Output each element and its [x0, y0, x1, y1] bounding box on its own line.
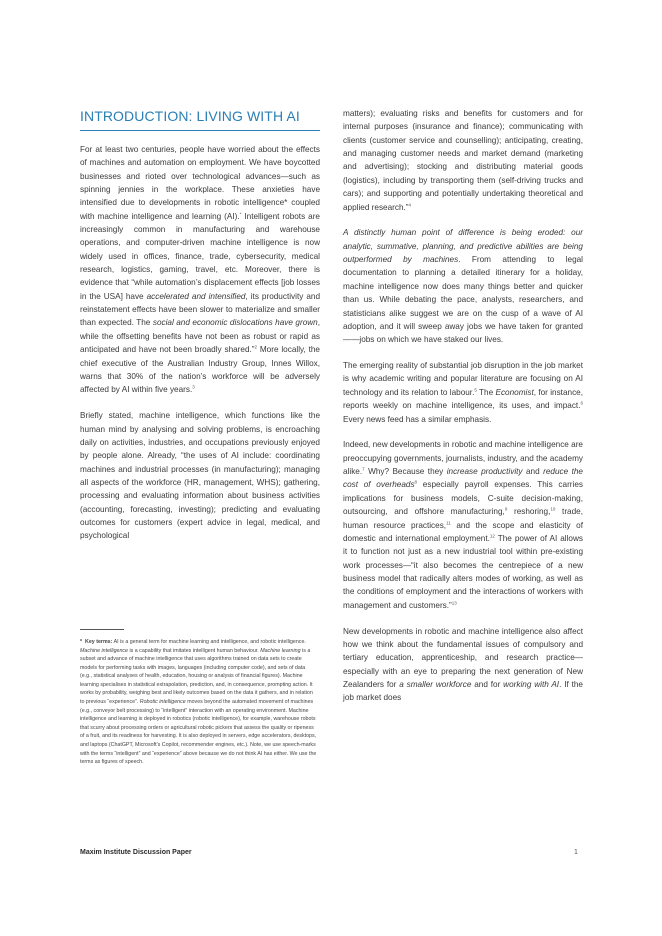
paragraph-2-continued: matters); evaluating risks and benefits for customers and for internal purposes (insurance and finance); communicating with clients (customer service and counselling); anticipating, creating, and managing customer needs and market demand (marketing and advertising); stocking and distributing material goods (logistics), including by transporting them (self-driving trucks and cars); and supporting and potentially undertaking theoretical and applied research.”$^4$ — [343, 109, 583, 212]
footnote: * Key terms: AI is a general term for machine learning and intelligence, and robotic intelligence. Machine intelligence is a capability that imitates intelligent human behaviour. Machine learning is a subset and advance of machine intelligence that uses algorithms trained on data sets to create models for performing tasks with images, languages (including computer code), and sets of data (e.g., statistical analyses of health, education, housing or analysis of financial figures). Machine learning specialises in statistical extrapolation, prediction, and, in consequence, prompting action. It works by probability, weighing best and likely outcomes based on the data it gathers, and in relation to previous “experience”. Robotic intelligence moves beyond the automated movement of machines (e.g., conveyor belt processing) to “intelligent” interaction with an operating environment. Machine intelligence and learning is deployed in robotics (robotic intelligence), for example, warehouse robots that scurry about processing orders or agricultural robotic pickers that assess the quality or ripeness of a fruit, and its readiness for harvesting. It is also deployed in servers, edge accelerators, desktops, and laptops (ChatGPT, Microsoft’s Copilot, recommender engines, etc.). Note, we use speech-marks with the terms “intelligent” and “experience” above because we do not think AI has either. We use the terms as figures of speech. — [80, 639, 317, 766]
section-heading: INTRODUCTION: LIVING WITH AI — [80, 105, 320, 131]
paragraph-6: New developments in robotic and machine intelligence also affect how we think about the fundamental issues of compulsory and tertiary education, apprenticeship, and research practice—especially with an eye to preparing the next generation of New Zealanders for a smaller workforce and for working with AI. If the job market does — [343, 626, 583, 703]
right-column — [343, 107, 583, 717]
paragraph-3: A distinctly human point of difference is being eroded: our analytic, summative, planning, and predictive abilities are being outperformed by machines. From attending to legal documentation to planning a detailed itinerary for a holiday, machine intelligence now does many things better and quicker than us. While debating the pace, analysts, researchers, and statisticians alike suggest we are on the cusp of a wave of AI adoption, and it will sweep away jobs we have taken for granted——jobs on which we have staked our lives. — [343, 228, 584, 345]
paragraph-2: Briefly stated, machine intelligence, which functions like the human mind by analysing and solving problems, is encroaching daily on activities, industries, and occupations previously enjoyed by people alone. Already, “the uses of AI include: coordinating machines and industrial processes (in manufacturing); managing all aspects of the workforce (HR, management, WHS); gathering, processing and evaluating information about business activities (accounting, forecasting, investing); predicting and evaluating outcomes for customers (expert advice in legal, medical, and psychological — [80, 411, 320, 541]
paragraph-5: Indeed, new developments in robotic and machine intelligence are preoccupying governments, journalists, industry, and the academy alike.$^7$ Why? Because they increase productivity and reduce the cost of overheads$^8$ especially payroll expenses. This carries implications for business models, C-suite decision-making, outsourcing, and offshore manufacturing,$^9$ reshoring,$^{10}$ trade, human resource practices,$^{11}$ and the scope and elasticity of domestic and international employment.$^{12}$ The power of AI allows it to function not just as a new industrial tool within pre-existing work processes—“it also becomes the centrepiece of a new business model that radically alters modes of working, as well as the conditions of employment and the interactions of workers with management and customers.”$^{13}$ — [343, 440, 583, 610]
paragraph-4: The emerging reality of substantial job disruption in the job market is why academic writing and popular literature are focusing on AI technology and its relation to labour.$^5$ The Economist, for instance, reports weekly on machine intelligence, its uses, and impact.$^6$ Every news feed has a similar emphasis. — [343, 361, 583, 424]
paragraph-1: For at least two centuries, people have worried about the effects of machines and automation on employment. We have boycotted businesses and rioted over technological advances—such as spinning jennies in the workplace. These anxieties have intensified due to developments in robotic intelligence* coupled with machine intelligence and learning (AI).* Intelligent robots are increasingly common in manufacturing and warehouse operations, and computer-driven machine intelligence is now widely used in offices, finance, trade, cybersecurity, medical research, logistics, gaming, travel, etc. Moreover, there is evidence that “while automation’s displacement effects [job losses in the USA] have accelerated and intensified, its productivity and reinstatement effects have been slower to materialize and smaller than expected. The social and economic dislocations have grown, while the offsetting benefits have not been as robust or rapid as anticipated and have not been broadly shared.”$^2$ More locally, the chief executive of the Australian Industry Group, Innes Willox, warns that 30% of the nation’s workforce will be adversely affected by AI within five years.$^3$ — [80, 144, 320, 395]
footnote-divider — [80, 629, 124, 630]
footer-publication-title: Maxim Institute Discussion Paper — [80, 849, 192, 856]
left-column — [80, 105, 320, 555]
footer-page-number: 1 — [574, 849, 578, 856]
